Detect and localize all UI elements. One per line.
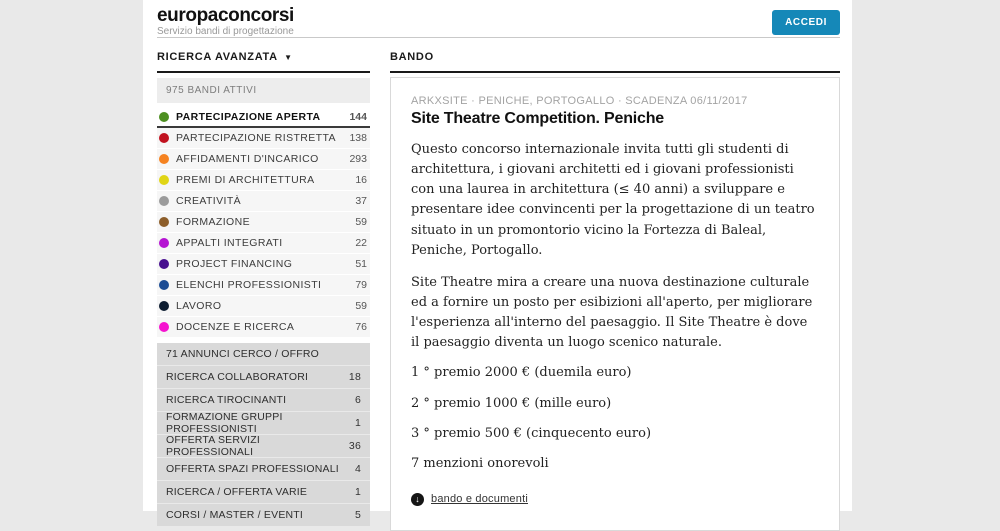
site-container bbox=[143, 0, 852, 521]
annuncio-count: 36 bbox=[348, 440, 361, 452]
annuncio-label: RICERCA / OFFERTA VARIE bbox=[166, 486, 308, 498]
category-dot-icon bbox=[159, 112, 169, 122]
category-count: 51 bbox=[355, 258, 367, 270]
sidebar-category-row[interactable] bbox=[157, 233, 370, 254]
category-count: 16 bbox=[355, 174, 367, 186]
sidebar-annuncio-row[interactable] bbox=[157, 412, 370, 435]
sidebar-annuncio-row[interactable] bbox=[157, 389, 370, 412]
sidebar-category-row[interactable] bbox=[157, 212, 370, 233]
category-count: 79 bbox=[355, 279, 367, 291]
annuncio-count: 6 bbox=[354, 394, 361, 406]
prize-line: 3 ° premio 500 € (cinquecento euro) bbox=[411, 425, 652, 441]
prize-line: 2 ° premio 1000 € (mille euro) bbox=[411, 395, 612, 411]
sidebar-category-row[interactable] bbox=[157, 107, 370, 128]
category-label: FORMAZIONE bbox=[176, 216, 250, 228]
sidebar-category-row[interactable] bbox=[157, 191, 370, 212]
advanced-search-label: RICERCA AVANZATA bbox=[157, 51, 278, 63]
category-count: 138 bbox=[349, 132, 367, 144]
bando-paragraph: Questo concorso internazionale invita tutti gli studenti di architettura, i giovani architetti ed i giovani professionisti con una laurea in architettura (≤ 40 anni) a sviluppare e presentare idee convincenti per la progettazione di un teatro situato in un promontorio vicino la Fortezza di Baleal, Peniche, Portogallo. bbox=[411, 142, 815, 258]
chevron-down-icon: ▼ bbox=[284, 53, 293, 62]
login-button[interactable]: ACCEDI bbox=[772, 10, 840, 35]
category-count: 144 bbox=[349, 110, 367, 123]
annuncio-count: 1 bbox=[354, 417, 361, 429]
category-count: 37 bbox=[355, 195, 367, 207]
category-label: PROJECT FINANCING bbox=[176, 258, 293, 270]
category-label: PARTECIPAZIONE RISTRETTA bbox=[176, 132, 336, 144]
category-label: AFFIDAMENTI D'INCARICO bbox=[176, 153, 319, 165]
sidebar-annuncio-row[interactable] bbox=[157, 458, 370, 481]
annuncio-label: OFFERTA SERVIZI PROFESSIONALI bbox=[166, 434, 261, 458]
annuncio-count: 1 bbox=[354, 486, 361, 498]
sidebar-annuncio-row[interactable] bbox=[157, 481, 370, 504]
bando-card bbox=[390, 77, 840, 531]
category-dot-icon bbox=[159, 301, 169, 311]
advanced-search-toggle[interactable] bbox=[157, 38, 370, 73]
prize-line: 1 ° premio 2000 € (duemila euro) bbox=[411, 365, 632, 381]
sidebar-annuncio-row[interactable] bbox=[157, 366, 370, 389]
site-logo[interactable]: europaconcorsi bbox=[157, 5, 294, 26]
doc-link-row bbox=[411, 493, 819, 506]
category-count: 76 bbox=[355, 321, 367, 333]
category-dot-icon bbox=[159, 196, 169, 206]
bando-meta: ARKXSITE · PENICHE, PORTOGALLO · SCADENZA 06/11/2017 bbox=[411, 95, 748, 107]
category-label: LAVORO bbox=[176, 300, 222, 312]
category-count: 22 bbox=[355, 237, 367, 249]
sidebar-category-row[interactable] bbox=[157, 128, 370, 149]
category-count: 293 bbox=[349, 153, 367, 165]
category-label: PREMI DI ARCHITETTURA bbox=[176, 174, 315, 186]
category-dot-icon bbox=[159, 259, 169, 269]
category-label: PARTECIPAZIONE APERTA bbox=[176, 110, 321, 123]
category-label: CREATIVITÀ bbox=[176, 195, 242, 207]
sidebar-category-row[interactable] bbox=[157, 317, 370, 338]
prize-line: 7 menzioni onorevoli bbox=[411, 455, 549, 471]
site-tagline: Servizio bandi di progettazione bbox=[157, 26, 294, 37]
category-label: DOCENZE E RICERCA bbox=[176, 321, 295, 333]
category-dot-icon bbox=[159, 238, 169, 248]
annunci-list bbox=[157, 343, 370, 527]
site-header bbox=[157, 0, 840, 38]
category-dot-icon bbox=[159, 217, 169, 227]
active-bandi-count: 975 BANDI ATTIVI bbox=[157, 78, 370, 103]
bando-title: Site Theatre Competition. Peniche bbox=[411, 110, 665, 127]
bando-paragraph: Site Theatre mira a creare una nuova destinazione culturale ed a fornire un posto per esibizioni all'aperto, per migliorare l'esperienza all'interno del paesaggio. Il Site Theatre è dove il paesaggio diventa un luogo scenico naturale. bbox=[411, 274, 813, 351]
sidebar-category-row[interactable] bbox=[157, 275, 370, 296]
sidebar-category-row[interactable] bbox=[157, 254, 370, 275]
bando-documents-link[interactable]: bando e documenti bbox=[431, 493, 528, 506]
section-heading: BANDO bbox=[390, 38, 840, 73]
sidebar-category-row[interactable] bbox=[157, 170, 370, 191]
annuncio-count: 18 bbox=[348, 371, 361, 383]
sidebar-category-row[interactable] bbox=[157, 149, 370, 170]
category-label: APPALTI INTEGRATI bbox=[176, 237, 283, 249]
category-dot-icon bbox=[159, 280, 169, 290]
annuncio-count: 4 bbox=[354, 463, 361, 475]
annuncio-label: RICERCA COLLABORATORI bbox=[166, 371, 309, 383]
category-label: ELENCHI PROFESSIONISTI bbox=[176, 279, 322, 291]
main-content bbox=[390, 38, 840, 531]
sidebar-annuncio-row[interactable] bbox=[157, 435, 370, 458]
category-dot-icon bbox=[159, 322, 169, 332]
annuncio-label: RICERCA TIROCINANTI bbox=[166, 394, 287, 406]
annuncio-label: FORMAZIONE GRUPPI PROFESSIONISTI bbox=[166, 411, 283, 435]
category-count: 59 bbox=[355, 216, 367, 228]
annunci-header-label: 71 ANNUNCI CERCO / OFFRO bbox=[166, 348, 319, 360]
prize-list bbox=[411, 363, 819, 474]
sidebar-category-row[interactable] bbox=[157, 296, 370, 317]
category-dot-icon bbox=[159, 175, 169, 185]
download-icon: ↓ bbox=[411, 493, 424, 506]
annuncio-label: OFFERTA SPAZI PROFESSIONALI bbox=[166, 463, 339, 475]
category-dot-icon bbox=[159, 133, 169, 143]
body-row bbox=[143, 38, 852, 531]
annuncio-label: CORSI / MASTER / EVENTI bbox=[166, 509, 304, 521]
category-dot-icon bbox=[159, 154, 169, 164]
category-list bbox=[157, 107, 370, 338]
sidebar bbox=[157, 38, 370, 531]
category-count: 59 bbox=[355, 300, 367, 312]
annunci-header-row[interactable] bbox=[157, 343, 370, 366]
annuncio-count: 5 bbox=[354, 509, 361, 521]
